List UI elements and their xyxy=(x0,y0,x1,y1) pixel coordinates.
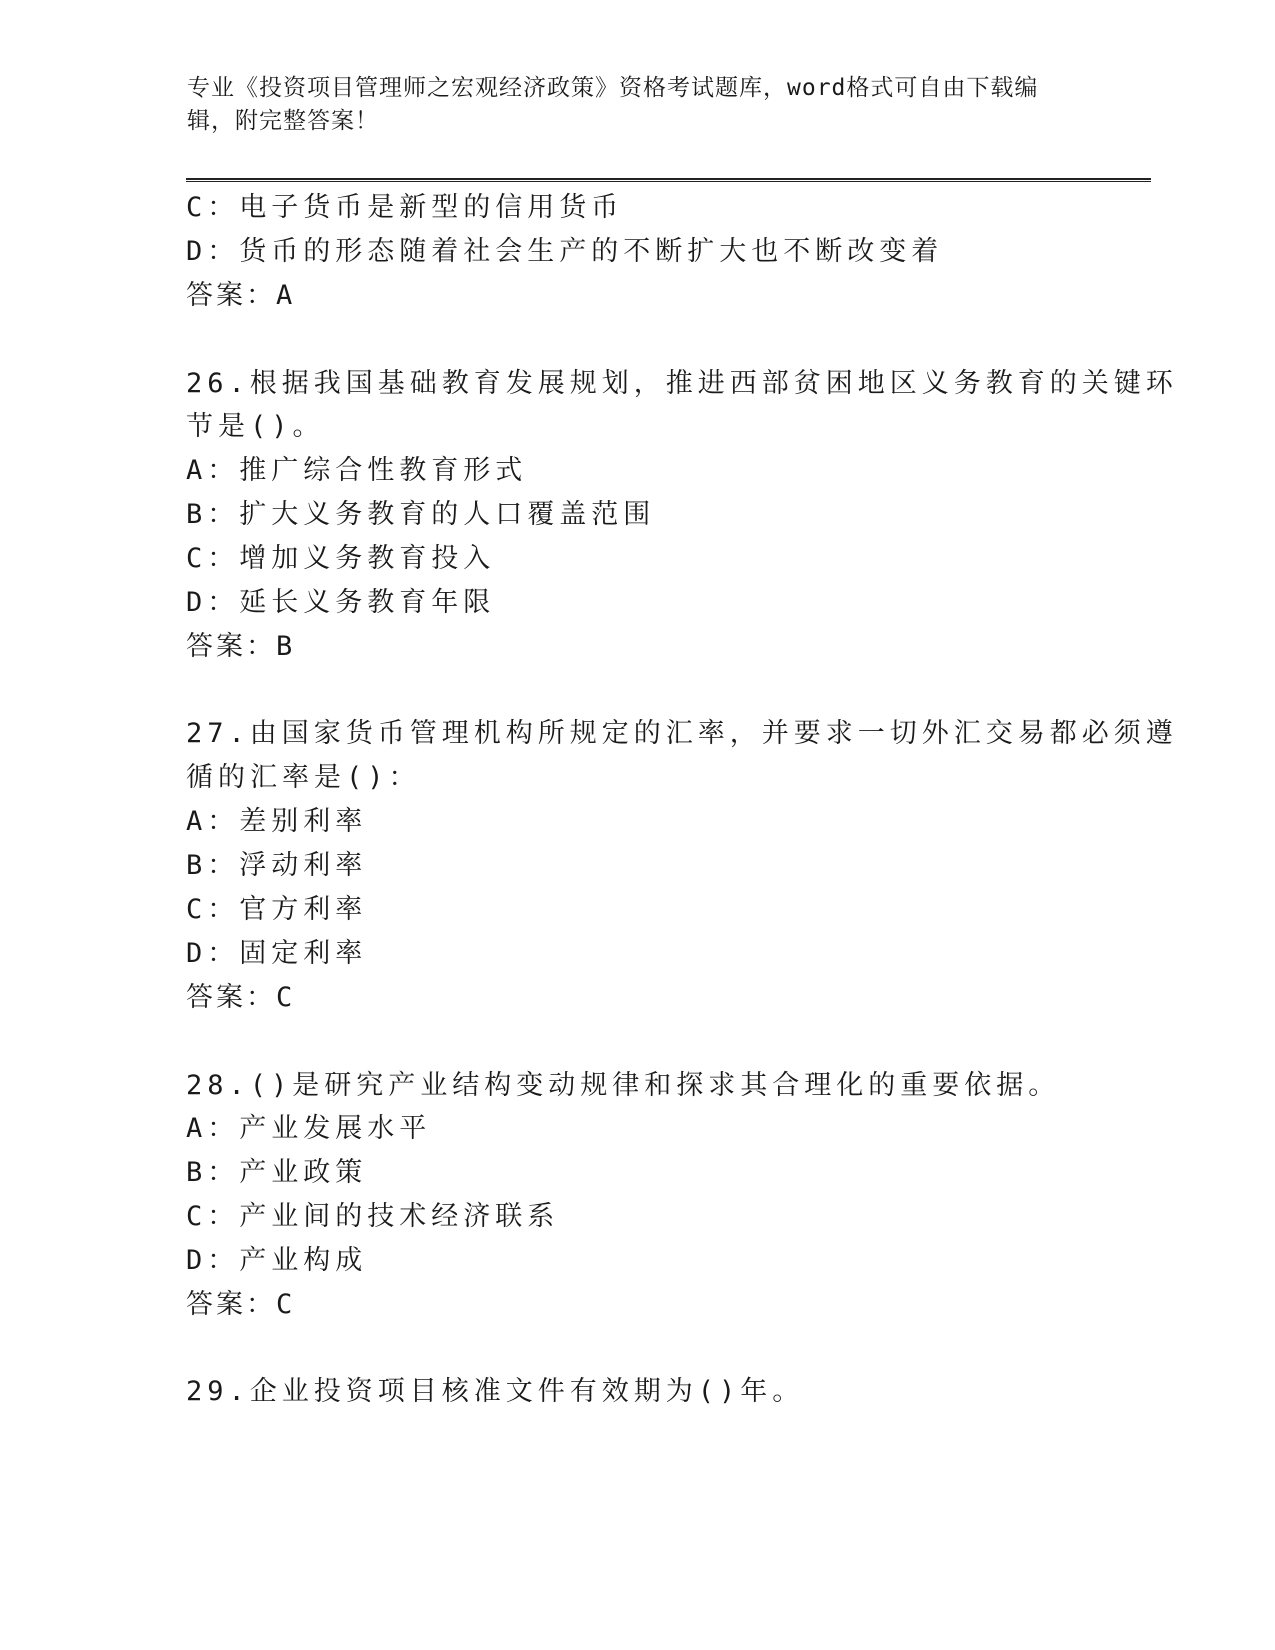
q27-option-d: D：固定利率 xyxy=(186,938,368,969)
q26-stem-line-1: 26.根据我国基础教育发展规划，推进西部贫困地区义务教育的关键环 xyxy=(186,368,1178,399)
q26-option-c: C：增加义务教育投入 xyxy=(186,543,496,574)
q27-answer: 答案：C xyxy=(186,982,296,1013)
q28-stem-line-1: 28.()是研究产业结构变动规律和探求其合理化的重要依据。 xyxy=(186,1070,1061,1101)
q28-option-a: A：产业发展水平 xyxy=(186,1113,432,1144)
header-line-1: 专业《投资项目管理师之宏观经济政策》资格考试题库，word格式可自由下载编 xyxy=(187,75,1039,101)
q25-answer: 答案：A xyxy=(186,280,296,311)
header-divider xyxy=(186,178,1151,182)
q25-option-c: C：电子货币是新型的信用货币 xyxy=(186,192,624,223)
q27-stem-line-1: 27.由国家货币管理机构所规定的汇率，并要求一切外汇交易都必须遵 xyxy=(186,718,1178,749)
q26-option-b: B：扩大义务教育的人口覆盖范围 xyxy=(186,499,656,530)
header-line-2: 辑，附完整答案！ xyxy=(187,108,379,134)
q28-option-b: B：产业政策 xyxy=(186,1157,368,1188)
q28-answer: 答案：C xyxy=(186,1289,296,1320)
q29-stem-line-1: 29.企业投资项目核准文件有效期为()年。 xyxy=(186,1376,805,1407)
q27-option-b: B：浮动利率 xyxy=(186,850,368,881)
q27-option-c: C：官方利率 xyxy=(186,894,368,925)
q26-answer: 答案：B xyxy=(186,631,296,662)
q28-option-c: C：产业间的技术经济联系 xyxy=(186,1201,560,1232)
q26-option-d: D：延长义务教育年限 xyxy=(186,587,496,618)
q27-stem-line-2: 循的汇率是()： xyxy=(186,762,421,793)
q27-option-a: A：差别利率 xyxy=(186,806,368,837)
q26-stem-line-2: 节是()。 xyxy=(186,411,325,442)
q28-option-d: D：产业构成 xyxy=(186,1245,368,1276)
q25-option-d: D：货币的形态随着社会生产的不断扩大也不断改变着 xyxy=(186,236,944,267)
document-header xyxy=(187,72,1087,138)
q26-option-a: A：推广综合性教育形式 xyxy=(186,455,528,486)
